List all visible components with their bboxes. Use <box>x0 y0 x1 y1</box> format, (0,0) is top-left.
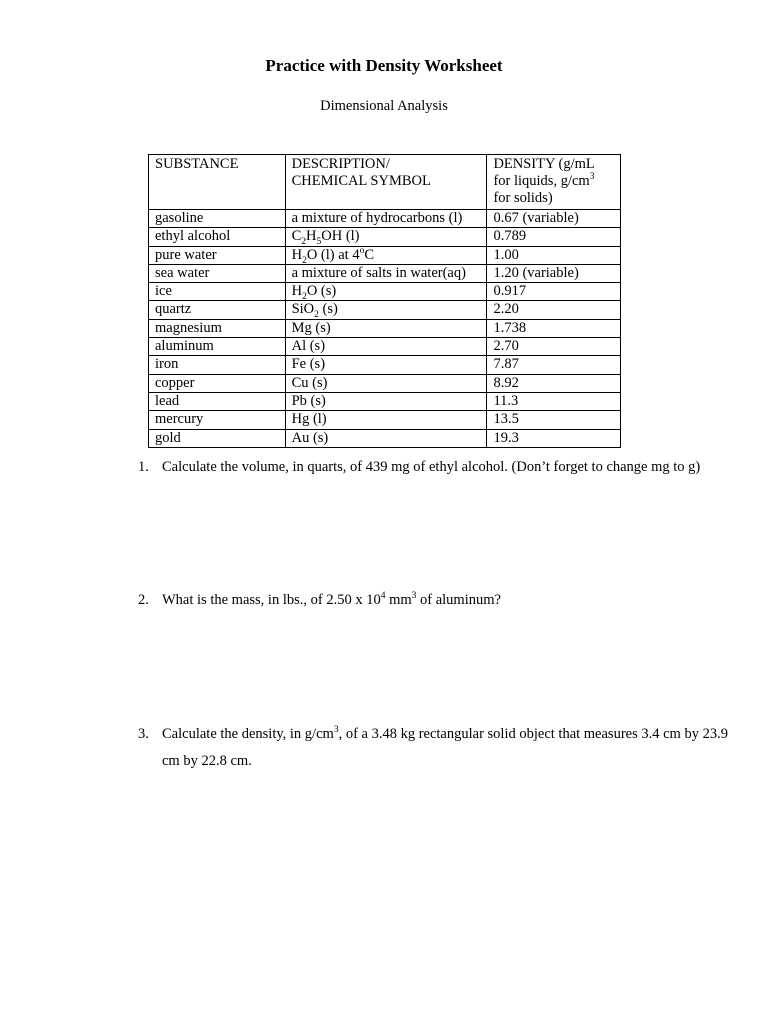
cell-description <box>285 301 487 319</box>
question-text-part: , of a 3.48 kg rectangular solid object that measures 3.4 cm by 23.9 cm by 22.8 cm. <box>162 726 728 769</box>
question-text <box>162 721 738 775</box>
cell-density: 2.70 <box>487 338 621 356</box>
cell-substance: sea water <box>149 264 286 282</box>
question-2 <box>138 587 738 614</box>
exponent-superscript: 3 <box>411 591 417 602</box>
cell-density: 1.20 (variable) <box>487 264 621 282</box>
cell-density: 2.20 <box>487 301 621 319</box>
cell-substance: ice <box>149 283 286 301</box>
formula-part: OH (l) <box>321 228 360 245</box>
cell-substance: iron <box>149 356 286 374</box>
cell-description <box>285 246 487 264</box>
cell-density: 13.5 <box>487 411 621 429</box>
question-text-part: What is the mass, in lbs., of 2.50 x 10 <box>162 592 381 608</box>
question-text <box>162 587 738 614</box>
page-title: Practice with Density Worksheet <box>265 56 503 75</box>
question-text-part: of aluminum? <box>416 592 501 608</box>
table-row <box>149 301 621 319</box>
formula-part: H <box>291 246 303 263</box>
formula-subscript: 2 <box>314 310 319 321</box>
header-description <box>285 155 487 210</box>
formula-subscript: 2 <box>302 255 307 266</box>
cell-density: 19.3 <box>487 429 621 447</box>
question-number: 2. <box>138 592 149 608</box>
formula-part: C <box>291 228 302 245</box>
cell-density: 8.92 <box>487 374 621 392</box>
formula-part: (s) <box>318 301 338 318</box>
question-number: 3. <box>138 726 149 742</box>
cell-density: 1.738 <box>487 319 621 337</box>
formula-part: SiO <box>291 301 315 318</box>
question-number: 1. <box>138 459 149 475</box>
formula-part: C <box>364 246 374 263</box>
cell-description <box>285 228 487 246</box>
density-table <box>148 154 621 448</box>
cell-description: Hg (l) <box>285 411 487 429</box>
cell-substance: mercury <box>149 411 286 429</box>
cell-description: Fe (s) <box>285 356 487 374</box>
header-substance-label: SUBSTANCE <box>155 156 239 172</box>
exponent-superscript: 4 <box>380 591 386 602</box>
table-row <box>149 411 621 429</box>
table-row <box>149 264 621 282</box>
cell-density: 11.3 <box>487 392 621 410</box>
question-3 <box>138 721 738 775</box>
formula-subscript: 2 <box>301 237 307 248</box>
table-row <box>149 283 621 301</box>
header-description-line2: CHEMICAL SYMBOL <box>291 173 431 189</box>
table-row <box>149 356 621 374</box>
cell-substance: pure water <box>149 246 286 264</box>
header-density-sup: 3 <box>589 172 595 183</box>
question-text-part: Calculate the density, in g/cm <box>162 726 334 742</box>
cell-description: Al (s) <box>285 338 487 356</box>
question-text-part: mm <box>385 592 412 608</box>
header-density <box>487 155 621 210</box>
question-text: Calculate the volume, in quarts, of 439 mg of ethyl alcohol. (Don’t forget to change mg to g) <box>162 459 701 475</box>
cell-density: 7.87 <box>487 356 621 374</box>
degree-superscript: o <box>359 245 365 256</box>
cell-substance: magnesium <box>149 319 286 337</box>
page-subtitle: Dimensional Analysis <box>320 98 448 114</box>
cell-density: 0.67 (variable) <box>487 210 621 228</box>
table-row <box>149 338 621 356</box>
table-row <box>149 210 621 228</box>
formula-part: H <box>306 228 317 245</box>
table-row <box>149 429 621 447</box>
formula-part: H <box>291 283 303 300</box>
formula-subscript: 2 <box>302 292 307 303</box>
cell-density: 0.789 <box>487 228 621 246</box>
question-1 <box>138 454 738 481</box>
table-row <box>149 228 621 246</box>
cell-substance: copper <box>149 374 286 392</box>
header-density-line1: DENSITY (g/mL <box>493 156 595 172</box>
cell-substance: aluminum <box>149 338 286 356</box>
cell-substance: ethyl alcohol <box>149 228 286 246</box>
table-header-row <box>149 155 621 210</box>
cell-density: 0.917 <box>487 283 621 301</box>
cell-substance: gasoline <box>149 210 286 228</box>
table-row <box>149 392 621 410</box>
cell-density: 1.00 <box>487 246 621 264</box>
cell-description: a mixture of hydrocarbons (l) <box>285 210 487 228</box>
formula-part: O (s) <box>306 283 337 300</box>
cell-description <box>285 283 487 301</box>
cell-substance: quartz <box>149 301 286 319</box>
table-row <box>149 319 621 337</box>
header-density-line3: for solids) <box>493 190 553 206</box>
cell-description: Au (s) <box>285 429 487 447</box>
cell-description: Mg (s) <box>285 319 487 337</box>
cell-substance: gold <box>149 429 286 447</box>
cell-description: a mixture of salts in water(aq) <box>285 264 487 282</box>
header-description-line1: DESCRIPTION/ <box>291 156 390 172</box>
cell-substance: lead <box>149 392 286 410</box>
table-row <box>149 374 621 392</box>
formula-subscript: 5 <box>316 237 322 248</box>
cell-description: Cu (s) <box>285 374 487 392</box>
exponent-superscript: 3 <box>333 725 339 736</box>
header-substance <box>149 155 286 210</box>
table-row <box>149 246 621 264</box>
cell-description: Pb (s) <box>285 392 487 410</box>
formula-part: O (l) at 4 <box>306 246 360 263</box>
header-density-line2: for liquids, g/cm <box>493 173 590 189</box>
